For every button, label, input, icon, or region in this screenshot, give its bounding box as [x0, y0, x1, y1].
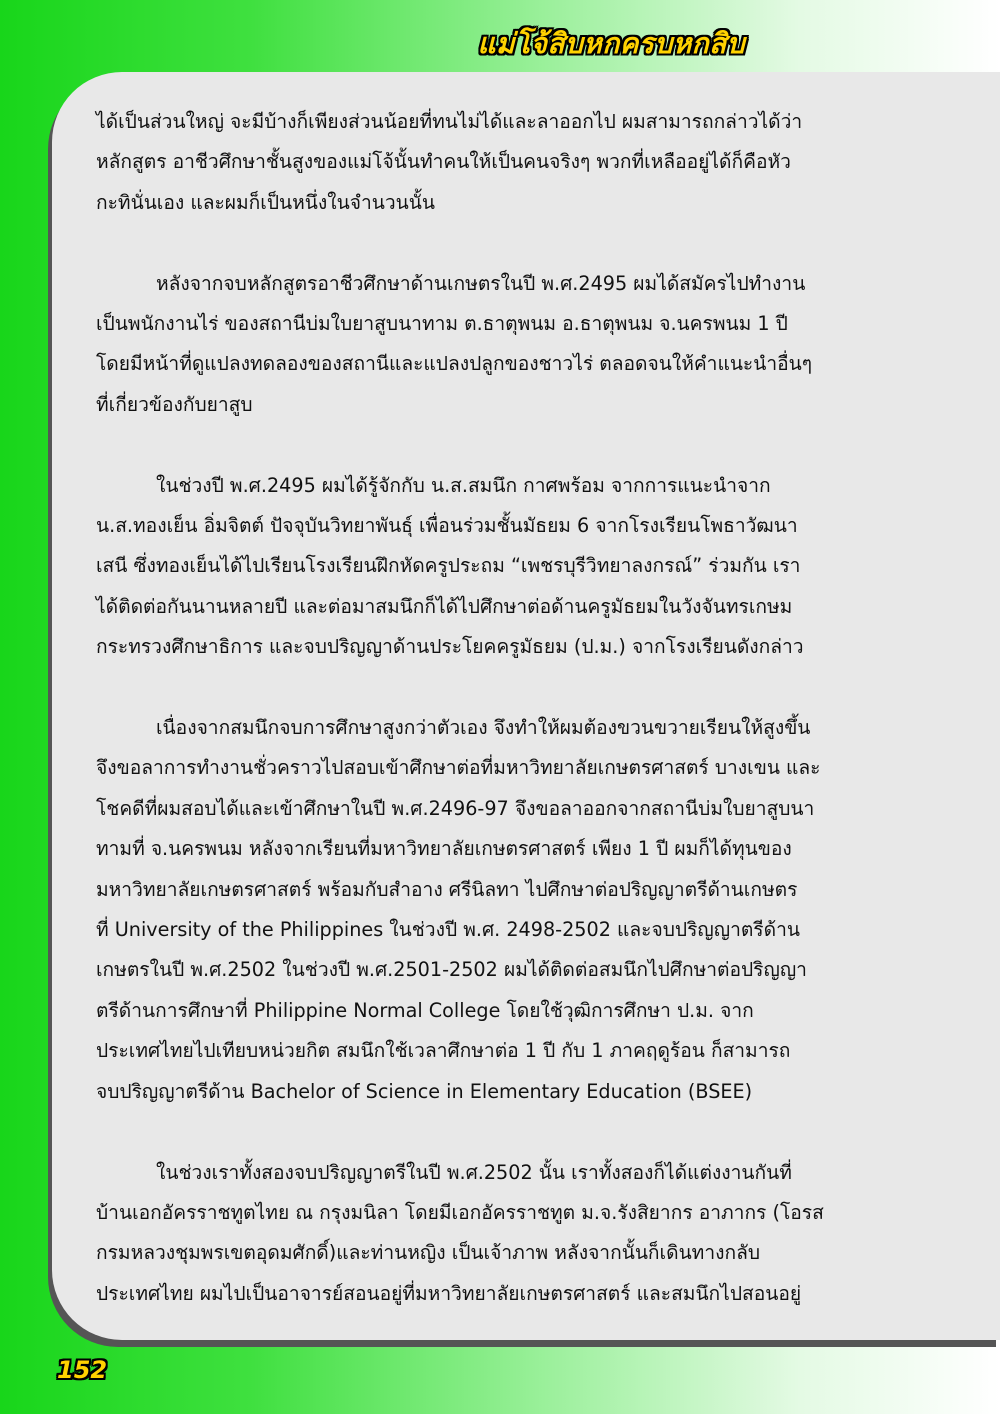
text-line: เสนี ซึ่งทองเย็นได้ไปเรียนโรงเรียนฝึกหัดครูประถม “เพชรบุรีวิทยาลงกรณ์” ร่วมกัน เรา — [96, 554, 801, 578]
text-line: โชคดีที่ผมสอบได้และเข้าศึกษาในปี พ.ศ.2496-97 จึงขอลาออกจากสถานีบ่มใบยาสูบนา — [96, 796, 815, 820]
text-line: ที่เกี่ยวข้องกับยาสูบ — [96, 392, 253, 416]
text-line: กรมหลวงชุมพรเขตอุดมศักดิ์)และท่านหญิง เป็นเจ้าภาพ หลังจากนั้นก็เดินทางกลับ — [96, 1241, 761, 1265]
text-line: กะทินั่นเอง และผมก็เป็นหนึ่งในจำนวนนั้น — [96, 190, 436, 214]
running-header-title: แม่โจ้สิบหกครบหกสิบ — [477, 27, 745, 60]
body-text — [96, 102, 870, 1355]
text-line: มหาวิทยาลัยเกษตรศาสตร์ พร้อมกับสำอาง ศรีนิลทา ไปศึกษาต่อปริญญาตรีด้านเกษตร — [96, 877, 798, 901]
text-line: ในช่วงปี พ.ศ.2495 ผมได้รู้จักกับ น.ส.สมนึก กาศพร้อม จากการแนะนำจาก — [156, 473, 771, 497]
paragraph — [96, 1153, 870, 1315]
paragraph — [96, 708, 870, 1112]
text-line: บ้านเอกอัครราชทูตไทย ณ กรุงมนิลา โดยมีเอกอัครราชทูต ม.จ.รังสิยากร อาภากร (โอรส — [96, 1200, 824, 1224]
text-line: ประเทศไทยไปเทียบหน่วยกิต สมนึกใช้เวลาศึกษาต่อ 1 ปี กับ 1 ภาคฤดูร้อน ก็สามารถ — [96, 1039, 791, 1063]
text-line: โดยมีหน้าที่ดูแปลงทดลองของสถานีและแปลงปลูกของชาวไร่ ตลอดจนให้คำแนะนำอื่นๆ — [96, 352, 813, 376]
paragraph — [96, 264, 870, 426]
text-line: เกษตรในปี พ.ศ.2502 ในช่วงปี พ.ศ.2501-2502 ผมได้ติดต่อสมนึกไปศึกษาต่อปริญญา — [96, 958, 807, 982]
text-line: เป็นพนักงานไร่ ของสถานีบ่มใบยาสูบนาทาม ต.ธาตุพนม อ.ธาตุพนม จ.นครพนม 1 ปี — [96, 312, 788, 336]
text-line: หลังจากจบหลักสูตรอาชีวศึกษาด้านเกษตรในปี พ.ศ.2495 ผมได้สมัครไปทำงาน — [156, 271, 806, 295]
text-line: เนื่องจากสมนึกจบการศึกษาสูงกว่าตัวเอง จึงทำให้ผมต้องขวนขวายเรียนให้สูงขึ้น — [156, 716, 811, 740]
text-line: ตรีด้านการศึกษาที่ Philippine Normal College โดยใช้วุฒิการศึกษา ป.ม. จาก — [96, 998, 754, 1022]
text-line: ในช่วงเราทั้งสองจบปริญญาตรีในปี พ.ศ.2502 นั้น เราทั้งสองก็ได้แต่งงานกันที่ — [156, 1160, 792, 1184]
paragraph — [96, 102, 870, 223]
text-line: น.ส.ทองเย็น อิ่มจิตต์ ปัจจุบันวิทยาพันธุ์ เพื่อนร่วมชั้นมัธยม 6 จากโรงเรียนโพธาวัฒนา — [96, 514, 798, 538]
text-line: จึงขอลาการทำงานชั่วคราวไปสอบเข้าศึกษาต่อที่มหาวิทยาลัยเกษตรศาสตร์ บางเขน และ — [96, 756, 821, 780]
text-line: กระทรวงศึกษาธิการ และจบปริญญาด้านประโยคครูมัธยม (ป.ม.) จากโรงเรียนดังกล่าว — [96, 635, 804, 659]
text-line: ได้เป็นส่วนใหญ่ จะมีบ้างก็เพียงส่วนน้อยที่ทนไม่ได้และลาออกไป ผมสามารถกล่าวได้ว่า — [96, 110, 803, 133]
text-line: ทามที่ จ.นครพนม หลังจากเรียนที่มหาวิทยาลัยเกษตรศาสตร์ เพียง 1 ปี ผมก็ได้ทุนของ — [96, 837, 792, 861]
text-line: ได้ติดต่อกันนานหลายปี และต่อมาสมนึกก็ได้ไปศึกษาต่อด้านครูมัธยมในวังจันทรเกษม — [96, 594, 793, 618]
text-line: ที่ University of the Philippines ในช่วงปี พ.ศ. 2498-2502 และจบปริญญาตรีด้าน — [96, 918, 800, 942]
paragraph — [96, 466, 870, 668]
text-line: หลักสูตร อาชีวศึกษาชั้นสูงของแม่โจ้นั้นทำคนให้เป็นคนจริงๆ พวกที่เหลืออยู่ได้ก็คือหัว — [96, 150, 791, 174]
text-line: จบปริญญาตรีด้าน Bachelor of Science in Elementary Education (BSEE) — [96, 1079, 753, 1103]
page-number: 152 — [57, 1356, 108, 1384]
text-line: ประเทศไทย ผมไปเป็นอาจารย์สอนอยู่ที่มหาวิทยาลัยเกษตรศาสตร์ และสมนึกไปสอนอยู่ — [96, 1281, 802, 1305]
